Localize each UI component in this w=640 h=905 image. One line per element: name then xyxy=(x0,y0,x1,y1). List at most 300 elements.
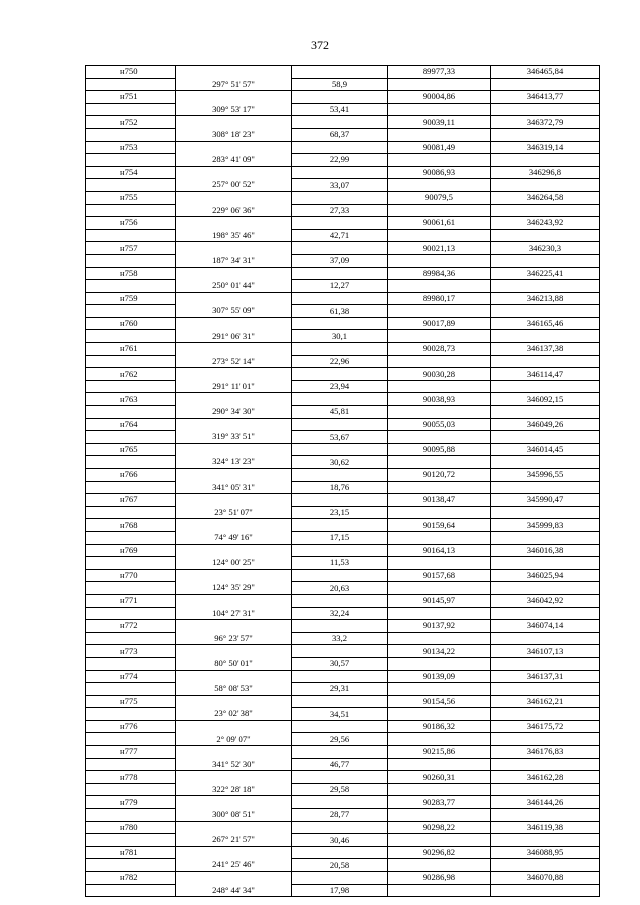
bearing-cell: 23° 02' 38" xyxy=(176,708,292,721)
point-name-cell: н773 xyxy=(86,645,176,658)
bearing-cell: 267° 21' 57" xyxy=(176,834,292,847)
name-spacer-cell xyxy=(86,179,176,192)
y-spacer-cell xyxy=(491,280,600,293)
segment-row xyxy=(86,103,600,116)
y-spacer-cell xyxy=(491,657,600,670)
point-row xyxy=(86,217,600,230)
y-coordinate-cell: 345996,55 xyxy=(491,469,600,482)
name-spacer-cell xyxy=(86,531,176,544)
point-name-cell: н760 xyxy=(86,317,176,330)
name-spacer-cell xyxy=(86,557,176,570)
point-row xyxy=(86,645,600,658)
coordinates-table xyxy=(85,65,600,897)
distance-spacer-cell xyxy=(292,242,388,255)
x-coordinate-cell: 90120,72 xyxy=(388,469,491,482)
y-spacer-cell xyxy=(491,632,600,645)
bearing-spacer-cell xyxy=(176,594,292,607)
point-row xyxy=(86,494,600,507)
point-row xyxy=(86,469,600,482)
name-spacer-cell xyxy=(86,708,176,721)
segment-row xyxy=(86,582,600,595)
distance-spacer-cell xyxy=(292,544,388,557)
distance-cell: 30,46 xyxy=(292,834,388,847)
segment-row xyxy=(86,657,600,670)
point-name-cell: н781 xyxy=(86,846,176,859)
bearing-spacer-cell xyxy=(176,494,292,507)
segment-row xyxy=(86,128,600,141)
point-name-cell: н775 xyxy=(86,695,176,708)
y-spacer-cell xyxy=(491,204,600,217)
segment-row xyxy=(86,834,600,847)
distance-cell: 23,94 xyxy=(292,380,388,393)
x-spacer-cell xyxy=(388,758,491,771)
point-row xyxy=(86,796,600,809)
x-coordinate-cell: 90164,13 xyxy=(388,544,491,557)
x-coordinate-cell: 90086,93 xyxy=(388,166,491,179)
point-row xyxy=(86,141,600,154)
bearing-cell: 300° 08' 51" xyxy=(176,809,292,822)
distance-spacer-cell xyxy=(292,66,388,79)
name-spacer-cell xyxy=(86,254,176,267)
distance-spacer-cell xyxy=(292,519,388,532)
y-spacer-cell xyxy=(491,355,600,368)
name-spacer-cell xyxy=(86,809,176,822)
bearing-cell: 322° 28' 18" xyxy=(176,783,292,796)
bearing-cell: 257° 00' 52" xyxy=(176,179,292,192)
x-coordinate-cell: 90139,09 xyxy=(388,670,491,683)
distance-spacer-cell xyxy=(292,469,388,482)
distance-cell: 37,09 xyxy=(292,254,388,267)
bearing-cell: 297° 51' 57" xyxy=(176,78,292,91)
point-name-cell: н763 xyxy=(86,393,176,406)
point-name-cell: н766 xyxy=(86,469,176,482)
bearing-spacer-cell xyxy=(176,569,292,582)
y-coordinate-cell: 346049,26 xyxy=(491,418,600,431)
y-spacer-cell xyxy=(491,708,600,721)
distance-spacer-cell xyxy=(292,191,388,204)
y-spacer-cell xyxy=(491,380,600,393)
segment-row xyxy=(86,683,600,696)
bearing-spacer-cell xyxy=(176,66,292,79)
distance-cell: 29,56 xyxy=(292,733,388,746)
name-spacer-cell xyxy=(86,657,176,670)
point-row xyxy=(86,418,600,431)
y-coordinate-cell: 345999,83 xyxy=(491,519,600,532)
name-spacer-cell xyxy=(86,103,176,116)
distance-cell: 17,15 xyxy=(292,531,388,544)
point-row xyxy=(86,242,600,255)
distance-spacer-cell xyxy=(292,720,388,733)
x-coordinate-cell: 90215,86 xyxy=(388,746,491,759)
bearing-spacer-cell xyxy=(176,217,292,230)
x-spacer-cell xyxy=(388,783,491,796)
y-coordinate-cell: 346162,28 xyxy=(491,771,600,784)
point-row xyxy=(86,746,600,759)
bearing-cell: 241° 25' 46" xyxy=(176,859,292,872)
distance-spacer-cell xyxy=(292,821,388,834)
name-spacer-cell xyxy=(86,305,176,318)
distance-cell: 46,77 xyxy=(292,758,388,771)
x-spacer-cell xyxy=(388,557,491,570)
name-spacer-cell xyxy=(86,758,176,771)
distance-spacer-cell xyxy=(292,796,388,809)
y-spacer-cell xyxy=(491,305,600,318)
segment-row xyxy=(86,254,600,267)
distance-spacer-cell xyxy=(292,91,388,104)
x-coordinate-cell: 90061,61 xyxy=(388,217,491,230)
distance-cell: 17,98 xyxy=(292,884,388,897)
bearing-cell: 104° 27' 31" xyxy=(176,607,292,620)
x-coordinate-cell: 90038,93 xyxy=(388,393,491,406)
y-spacer-cell xyxy=(491,859,600,872)
y-spacer-cell xyxy=(491,758,600,771)
point-name-cell: н780 xyxy=(86,821,176,834)
distance-spacer-cell xyxy=(292,393,388,406)
bearing-cell: 124° 00' 25" xyxy=(176,557,292,570)
bearing-cell: 229° 06' 36" xyxy=(176,204,292,217)
distance-spacer-cell xyxy=(292,569,388,582)
distance-spacer-cell xyxy=(292,746,388,759)
y-coordinate-cell: 346107,13 xyxy=(491,645,600,658)
bearing-cell: 80° 50' 01" xyxy=(176,657,292,670)
y-coordinate-cell: 346119,38 xyxy=(491,821,600,834)
y-spacer-cell xyxy=(491,481,600,494)
distance-cell: 12,27 xyxy=(292,280,388,293)
segment-row xyxy=(86,154,600,167)
y-coordinate-cell: 346088,95 xyxy=(491,846,600,859)
bearing-spacer-cell xyxy=(176,191,292,204)
bearing-cell: 283° 41' 09" xyxy=(176,154,292,167)
point-name-cell: н764 xyxy=(86,418,176,431)
x-spacer-cell xyxy=(388,506,491,519)
distance-cell: 68,37 xyxy=(292,128,388,141)
x-spacer-cell xyxy=(388,280,491,293)
distance-cell: 29,58 xyxy=(292,783,388,796)
bearing-cell: 309° 53' 17" xyxy=(176,103,292,116)
name-spacer-cell xyxy=(86,280,176,293)
bearing-cell: 308° 18' 23" xyxy=(176,128,292,141)
point-name-cell: н762 xyxy=(86,368,176,381)
y-spacer-cell xyxy=(491,78,600,91)
point-row xyxy=(86,66,600,79)
y-coordinate-cell: 346176,83 xyxy=(491,746,600,759)
x-spacer-cell xyxy=(388,254,491,267)
point-row xyxy=(86,872,600,885)
bearing-spacer-cell xyxy=(176,771,292,784)
bearing-spacer-cell xyxy=(176,166,292,179)
bearing-spacer-cell xyxy=(176,846,292,859)
x-coordinate-cell: 90028,73 xyxy=(388,343,491,356)
point-row xyxy=(86,116,600,129)
point-name-cell: н757 xyxy=(86,242,176,255)
y-spacer-cell xyxy=(491,406,600,419)
y-spacer-cell xyxy=(491,683,600,696)
distance-cell: 53,41 xyxy=(292,103,388,116)
distance-spacer-cell xyxy=(292,494,388,507)
y-spacer-cell xyxy=(491,128,600,141)
x-spacer-cell xyxy=(388,204,491,217)
distance-spacer-cell xyxy=(292,166,388,179)
segment-row xyxy=(86,557,600,570)
distance-spacer-cell xyxy=(292,846,388,859)
y-spacer-cell xyxy=(491,229,600,242)
y-spacer-cell xyxy=(491,557,600,570)
point-row xyxy=(86,544,600,557)
segment-row xyxy=(86,355,600,368)
point-name-cell: н753 xyxy=(86,141,176,154)
distance-spacer-cell xyxy=(292,443,388,456)
distance-spacer-cell xyxy=(292,872,388,885)
segment-row xyxy=(86,229,600,242)
x-coordinate-cell: 90017,89 xyxy=(388,317,491,330)
point-row xyxy=(86,393,600,406)
distance-cell: 34,51 xyxy=(292,708,388,721)
x-spacer-cell xyxy=(388,657,491,670)
page-number: 372 xyxy=(311,38,329,52)
point-name-cell: н782 xyxy=(86,872,176,885)
name-spacer-cell xyxy=(86,406,176,419)
y-spacer-cell xyxy=(491,733,600,746)
bearing-spacer-cell xyxy=(176,368,292,381)
y-coordinate-cell: 346243,92 xyxy=(491,217,600,230)
y-spacer-cell xyxy=(491,582,600,595)
bearing-cell: 291° 06' 31" xyxy=(176,330,292,343)
segment-row xyxy=(86,380,600,393)
y-coordinate-cell: 346465,84 xyxy=(491,66,600,79)
point-row xyxy=(86,620,600,633)
x-spacer-cell xyxy=(388,708,491,721)
distance-spacer-cell xyxy=(292,418,388,431)
y-spacer-cell xyxy=(491,154,600,167)
x-coordinate-cell: 90134,22 xyxy=(388,645,491,658)
segment-row xyxy=(86,179,600,192)
distance-cell: 61,38 xyxy=(292,305,388,318)
y-coordinate-cell: 346092,15 xyxy=(491,393,600,406)
x-coordinate-cell: 90079,5 xyxy=(388,191,491,204)
distance-cell: 45,81 xyxy=(292,406,388,419)
point-name-cell: н755 xyxy=(86,191,176,204)
bearing-spacer-cell xyxy=(176,695,292,708)
point-name-cell: н777 xyxy=(86,746,176,759)
point-name-cell: н772 xyxy=(86,620,176,633)
point-row xyxy=(86,368,600,381)
x-spacer-cell xyxy=(388,128,491,141)
bearing-cell: 250° 01' 44" xyxy=(176,280,292,293)
name-spacer-cell xyxy=(86,154,176,167)
point-row xyxy=(86,166,600,179)
x-coordinate-cell: 90283,77 xyxy=(388,796,491,809)
point-row xyxy=(86,519,600,532)
segment-row xyxy=(86,506,600,519)
bearing-cell: 198° 35' 46" xyxy=(176,229,292,242)
bearing-spacer-cell xyxy=(176,292,292,305)
segment-row xyxy=(86,456,600,469)
name-spacer-cell xyxy=(86,632,176,645)
segment-row xyxy=(86,431,600,444)
segment-row xyxy=(86,78,600,91)
y-spacer-cell xyxy=(491,809,600,822)
segment-row xyxy=(86,607,600,620)
distance-cell: 11,53 xyxy=(292,557,388,570)
name-spacer-cell xyxy=(86,128,176,141)
name-spacer-cell xyxy=(86,229,176,242)
distance-spacer-cell xyxy=(292,217,388,230)
name-spacer-cell xyxy=(86,481,176,494)
segment-row xyxy=(86,531,600,544)
name-spacer-cell xyxy=(86,683,176,696)
point-name-cell: н765 xyxy=(86,443,176,456)
segment-row xyxy=(86,708,600,721)
distance-cell: 28,77 xyxy=(292,809,388,822)
bearing-spacer-cell xyxy=(176,116,292,129)
y-spacer-cell xyxy=(491,103,600,116)
distance-cell: 42,71 xyxy=(292,229,388,242)
name-spacer-cell xyxy=(86,859,176,872)
x-coordinate-cell: 90138,47 xyxy=(388,494,491,507)
x-spacer-cell xyxy=(388,78,491,91)
y-coordinate-cell: 346144,26 xyxy=(491,796,600,809)
y-coordinate-cell: 346114,47 xyxy=(491,368,600,381)
segment-row xyxy=(86,305,600,318)
x-spacer-cell xyxy=(388,632,491,645)
bearing-cell: 290° 34' 30" xyxy=(176,406,292,419)
segment-row xyxy=(86,280,600,293)
x-spacer-cell xyxy=(388,154,491,167)
name-spacer-cell xyxy=(86,204,176,217)
name-spacer-cell xyxy=(86,834,176,847)
point-name-cell: н778 xyxy=(86,771,176,784)
bearing-spacer-cell xyxy=(176,267,292,280)
y-spacer-cell xyxy=(491,506,600,519)
point-name-cell: н774 xyxy=(86,670,176,683)
distance-spacer-cell xyxy=(292,594,388,607)
x-coordinate-cell: 90186,32 xyxy=(388,720,491,733)
point-row xyxy=(86,771,600,784)
distance-cell: 58,9 xyxy=(292,78,388,91)
x-coordinate-cell: 90055,03 xyxy=(388,418,491,431)
x-spacer-cell xyxy=(388,884,491,897)
name-spacer-cell xyxy=(86,884,176,897)
x-coordinate-cell: 89980,17 xyxy=(388,292,491,305)
bearing-spacer-cell xyxy=(176,91,292,104)
x-coordinate-cell: 90137,92 xyxy=(388,620,491,633)
distance-spacer-cell xyxy=(292,116,388,129)
point-row xyxy=(86,91,600,104)
bearing-cell: 341° 05' 31" xyxy=(176,481,292,494)
segment-row xyxy=(86,632,600,645)
bearing-cell: 187° 34' 31" xyxy=(176,254,292,267)
bearing-cell: 2° 09' 07" xyxy=(176,733,292,746)
point-name-cell: н770 xyxy=(86,569,176,582)
bearing-spacer-cell xyxy=(176,645,292,658)
point-row xyxy=(86,695,600,708)
point-row xyxy=(86,443,600,456)
point-row xyxy=(86,720,600,733)
distance-spacer-cell xyxy=(292,670,388,683)
distance-spacer-cell xyxy=(292,141,388,154)
y-spacer-cell xyxy=(491,834,600,847)
bearing-spacer-cell xyxy=(176,821,292,834)
distance-cell: 22,96 xyxy=(292,355,388,368)
name-spacer-cell xyxy=(86,78,176,91)
point-name-cell: н767 xyxy=(86,494,176,507)
x-spacer-cell xyxy=(388,431,491,444)
distance-cell: 30,1 xyxy=(292,330,388,343)
distance-cell: 30,57 xyxy=(292,657,388,670)
x-coordinate-cell: 90260,31 xyxy=(388,771,491,784)
distance-spacer-cell xyxy=(292,317,388,330)
x-coordinate-cell: 90039,11 xyxy=(388,116,491,129)
distance-cell: 22,99 xyxy=(292,154,388,167)
x-coordinate-cell: 90145,97 xyxy=(388,594,491,607)
name-spacer-cell xyxy=(86,380,176,393)
distance-cell: 20,63 xyxy=(292,582,388,595)
y-coordinate-cell: 346014,45 xyxy=(491,443,600,456)
x-spacer-cell xyxy=(388,607,491,620)
bearing-cell: 74° 49' 16" xyxy=(176,531,292,544)
distance-spacer-cell xyxy=(292,368,388,381)
point-name-cell: н768 xyxy=(86,519,176,532)
y-coordinate-cell: 345990,47 xyxy=(491,494,600,507)
y-coordinate-cell: 346230,3 xyxy=(491,242,600,255)
y-coordinate-cell: 346137,38 xyxy=(491,343,600,356)
segment-row xyxy=(86,330,600,343)
y-coordinate-cell: 346074,14 xyxy=(491,620,600,633)
x-spacer-cell xyxy=(388,355,491,368)
bearing-spacer-cell xyxy=(176,343,292,356)
y-spacer-cell xyxy=(491,884,600,897)
bearing-cell: 319° 33' 51" xyxy=(176,431,292,444)
bearing-spacer-cell xyxy=(176,872,292,885)
y-spacer-cell xyxy=(491,531,600,544)
y-spacer-cell xyxy=(491,456,600,469)
point-name-cell: н758 xyxy=(86,267,176,280)
y-spacer-cell xyxy=(491,783,600,796)
segment-row xyxy=(86,783,600,796)
distance-spacer-cell xyxy=(292,343,388,356)
point-name-cell: н752 xyxy=(86,116,176,129)
x-spacer-cell xyxy=(388,179,491,192)
bearing-cell: 58° 08' 53" xyxy=(176,683,292,696)
y-coordinate-cell: 346319,14 xyxy=(491,141,600,154)
bearing-spacer-cell xyxy=(176,670,292,683)
segment-row xyxy=(86,733,600,746)
x-coordinate-cell: 90296,82 xyxy=(388,846,491,859)
distance-cell: 53,67 xyxy=(292,431,388,444)
point-row xyxy=(86,343,600,356)
bearing-spacer-cell xyxy=(176,469,292,482)
y-coordinate-cell: 346042,92 xyxy=(491,594,600,607)
bearing-cell: 307° 55' 09" xyxy=(176,305,292,318)
x-spacer-cell xyxy=(388,406,491,419)
distance-cell: 23,15 xyxy=(292,506,388,519)
point-name-cell: н754 xyxy=(86,166,176,179)
bearing-cell: 273° 52' 14" xyxy=(176,355,292,368)
y-spacer-cell xyxy=(491,607,600,620)
x-spacer-cell xyxy=(388,531,491,544)
x-coordinate-cell: 90021,13 xyxy=(388,242,491,255)
point-row xyxy=(86,267,600,280)
bearing-spacer-cell xyxy=(176,544,292,557)
segment-row xyxy=(86,406,600,419)
bearing-spacer-cell xyxy=(176,418,292,431)
bearing-spacer-cell xyxy=(176,443,292,456)
distance-cell: 27,33 xyxy=(292,204,388,217)
x-spacer-cell xyxy=(388,809,491,822)
table-body xyxy=(86,66,600,897)
segment-row xyxy=(86,204,600,217)
bearing-spacer-cell xyxy=(176,242,292,255)
